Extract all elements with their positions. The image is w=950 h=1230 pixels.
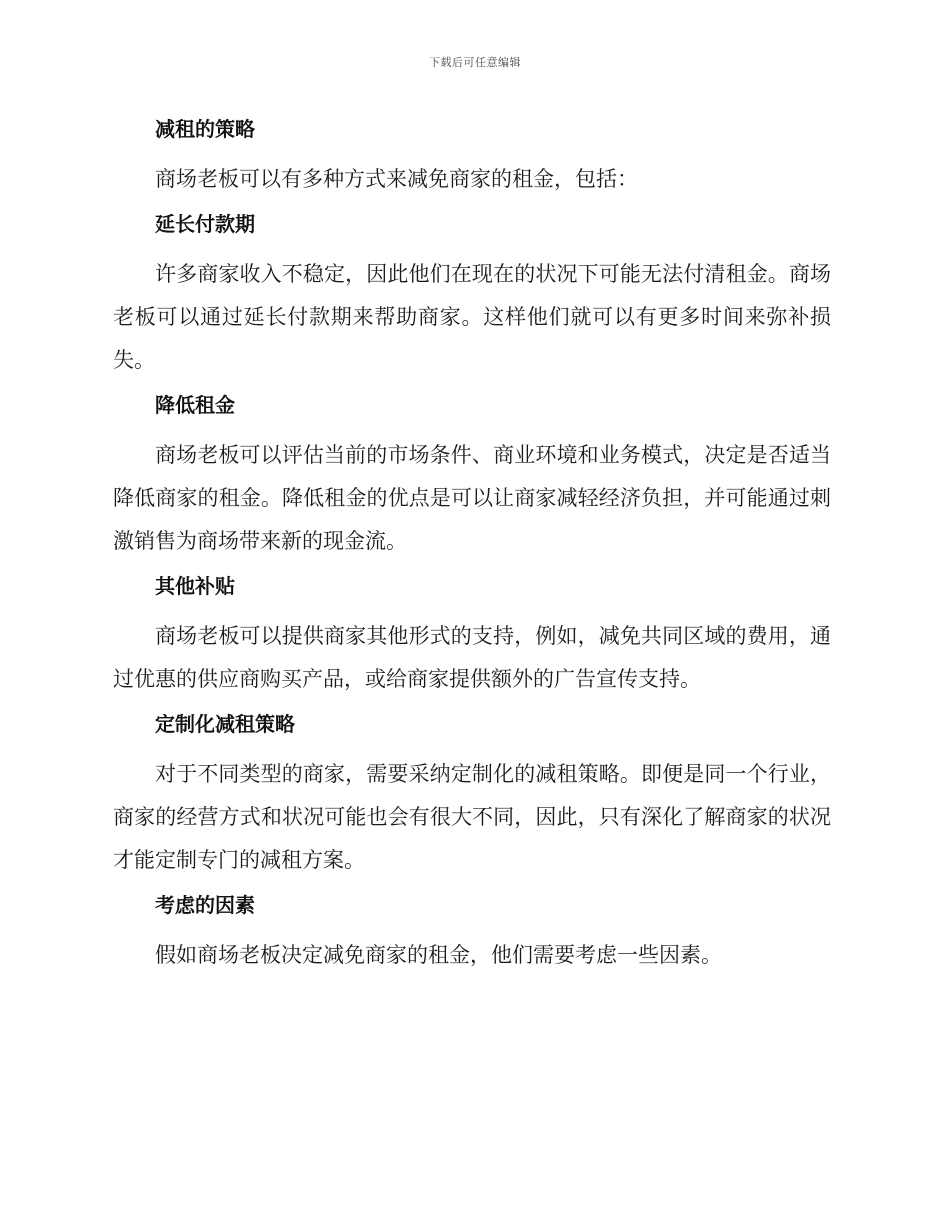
section-heading: 定制化减租策略	[155, 712, 295, 736]
section-rent-reduction-strategy	[113, 114, 831, 201]
section-paragraph: 对于不同类型的商家，需要采纳定制化的减租策略。即便是同一个行业，商家的经营方式和状况可能也会有很大不同，因此，只有深化了解商家的状况才能定制专门的减租方案。	[113, 762, 831, 872]
section-extend-payment-period	[113, 209, 831, 382]
section-considerations	[113, 890, 831, 977]
section-heading: 降低租金	[155, 393, 235, 417]
document-body	[113, 106, 831, 983]
section-heading: 延长付款期	[155, 212, 255, 236]
section-paragraph: 假如商场老板决定减免商家的租金，他们需要考虑一些因素。	[155, 943, 722, 967]
section-customized-strategy	[113, 709, 831, 882]
section-heading: 其他补贴	[155, 574, 235, 598]
page-header: 下载后可任意编辑	[429, 56, 521, 69]
section-paragraph: 商场老板可以有多种方式来减免商家的租金，包括：	[155, 167, 638, 191]
section-paragraph: 商场老板可以提供商家其他形式的支持，例如，减免共同区域的费用，通过优惠的供应商购买产品，或给商家提供额外的广告宣传支持。	[113, 624, 831, 691]
section-heading: 考虑的因素	[155, 893, 255, 917]
section-lower-rent	[113, 390, 831, 563]
section-other-subsidies	[113, 571, 831, 701]
section-paragraph: 许多商家收入不稳定，因此他们在现在的状况下可能无法付清租金。商场老板可以通过延长付款期来帮助商家。这样他们就可以有更多时间来弥补损失。	[113, 262, 831, 372]
section-paragraph: 商场老板可以评估当前的市场条件、商业环境和业务模式，决定是否适当降低商家的租金。降低租金的优点是可以让商家减轻经济负担，并可能通过刺激销售为商场带来新的现金流。	[113, 443, 831, 553]
section-heading: 减租的策略	[155, 117, 255, 141]
